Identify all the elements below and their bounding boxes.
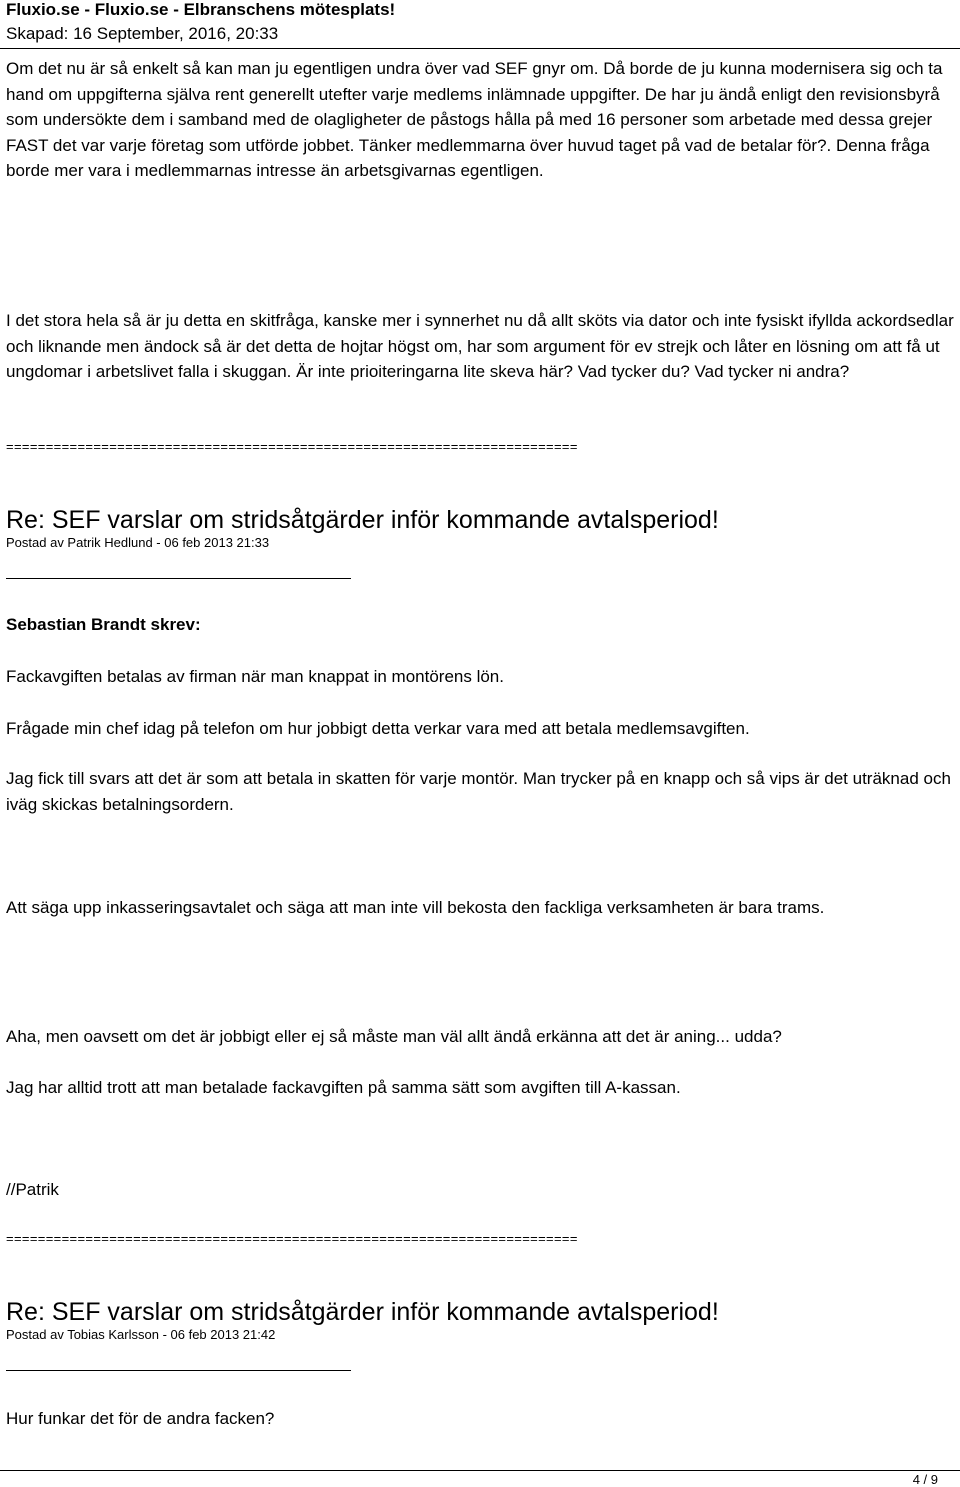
page-number: 4 / 9 bbox=[912, 1472, 938, 1487]
footer-divider bbox=[0, 1470, 960, 1471]
intro-paragraph-1: Om det nu är så enkelt så kan man ju egentligen undra över vad SEF gnyr om. Då borde de ju kunna modernisera sig och ta hand om uppgifterna själva rent generellt utefter varje medlems inlämnade uppgifter. De har ju ändå enligt den revisionsbyrå som undersökte dem i samband med de olagligheter de påstogs hålla på med 16 personer som arbetade med dessa grejer FAST det var varje företag som utförde jobbet. Tänker medlemmarna över huvud taget på vad de betalar för?. Denna fråga borde mer vara i medlemmarnas intresse än arbetsgivarnas egentligen. bbox=[6, 59, 943, 180]
post-signature: //Patrik bbox=[6, 1180, 59, 1199]
post-paragraph: Att säga upp inkasseringsavtalet och säga att man inte vill bekosta den fackliga verksamheten är bara trams. bbox=[6, 898, 825, 917]
post-paragraph: Frågade min chef idag på telefon om hur jobbigt detta verkar vara med att betala medlemsavgiften. bbox=[6, 719, 750, 738]
intro-paragraph-2: I det stora hela så är ju detta en skitfråga, kanske mer i synnerhet nu då allt sköts via dator och inte fysiskt ifyllda ackordsedlar och liknande men ändock så är det detta de hojtar högst om, har som argument för ev strejk och låter en lösning om att få ut ungdomar i arbetslivet falla i skuggan. Är inte prioiteringarna lite skeva här? Vad tycker du? Vad tycker ni andra? bbox=[6, 311, 954, 381]
site-title: Fluxio.se - Fluxio.se - Elbranschens mötesplats! bbox=[6, 0, 396, 19]
header-divider bbox=[0, 48, 960, 49]
post-paragraph: Fackavgiften betalas av firman när man knappat in montörens lön. bbox=[6, 667, 504, 686]
post-meta: Postad av Patrik Hedlund - 06 feb 2013 21:33 bbox=[6, 535, 270, 550]
post-paragraph: Jag har alltid trott att man betalade fackavgiften på samma sätt som avgiften till A-kassan. bbox=[6, 1078, 681, 1097]
post-meta: Postad av Tobias Karlsson - 06 feb 2013 21:42 bbox=[6, 1327, 276, 1342]
quote-author: Sebastian Brandt skrev: bbox=[6, 615, 201, 634]
separator-line: ======================================================================== bbox=[6, 439, 578, 454]
page-header bbox=[0, 0, 960, 48]
post-title: Re: SEF varslar om stridsåtgärder inför kommande avtalsperiod! bbox=[6, 506, 719, 534]
post-divider bbox=[6, 578, 351, 579]
created-date: Skapad: 16 September, 2016, 20:33 bbox=[6, 24, 279, 43]
post-title: Re: SEF varslar om stridsåtgärder inför kommande avtalsperiod! bbox=[6, 1298, 719, 1326]
post-paragraph: Hur funkar det för de andra facken? bbox=[6, 1409, 275, 1428]
separator-line: ======================================================================== bbox=[6, 1231, 578, 1246]
post-divider bbox=[6, 1370, 351, 1371]
post-paragraph: Aha, men oavsett om det är jobbigt eller ej så måste man väl allt ändå erkänna att det är aning... udda? bbox=[6, 1027, 782, 1046]
post-paragraph: Jag fick till svars att det är som att betala in skatten för varje montör. Man trycker på en knapp och så vips är det uträknad och iväg skickas betalningsordern. bbox=[6, 769, 951, 814]
